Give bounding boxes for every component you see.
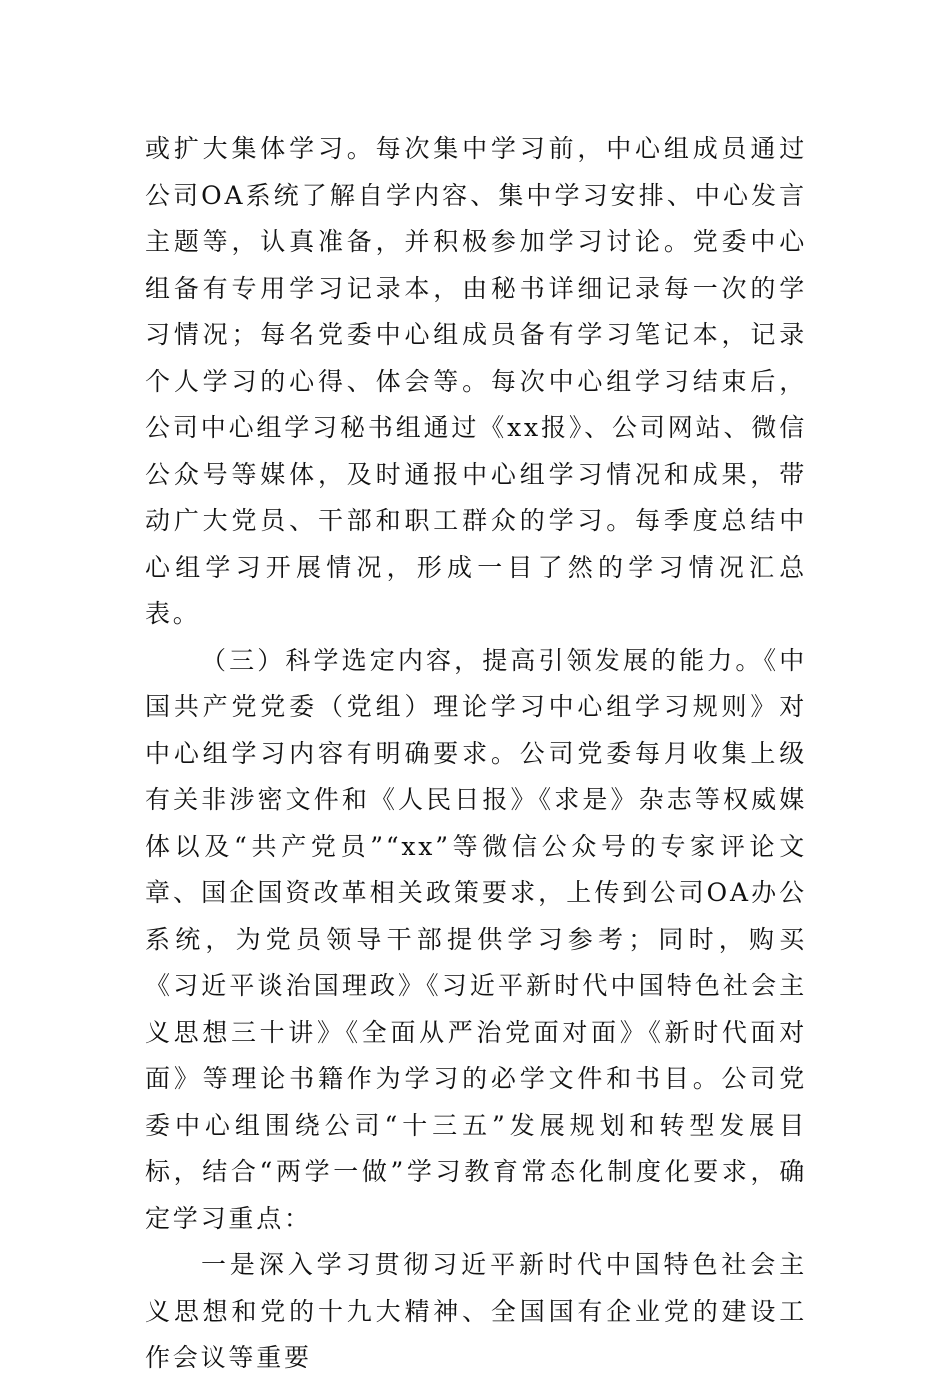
paragraph-first-point: 一是深入学习贯彻习近平新时代中国特色社会主义思想和党的十九大精神、全国国有企业党的建设工作会议等重要 <box>145 1250 807 1372</box>
paragraph-continuation: 或扩大集体学习。每次集中学习前，中心组成员通过公司OA系统了解自学内容、集中学习安排、中心发言主题等，认真准备，并积极参加学习讨论。党委中心组备有专用学习记录本，由秘书详细记录每一次的学习情况；每名党委中心组成员备有学习笔记本，记录个人学习的心得、体会等。每次中心组学习结束后，公司中心组学习秘书组通过《xx报》、公司网站、微信公众号等媒体，及时通报中心组学习情况和成果，带动广大党员、干部和职工群众的学习。每季度总结中心组学习开展情况，形成一目了然的学习情况汇总表。 <box>145 134 807 628</box>
paragraph-section-three: （三）科学选定内容，提高引领发展的能力。《中国共产党党委（党组）理论学习中心组学习规则》对中心组学习内容有明确要求。公司党委每月收集上级有关非涉密文件和《人民日报》《求是》杂志等权威媒体以及“共产党员”“xx”等微信公众号的专家评论文章、国企国资改革相关政策要求，上传到公司OA办公系统，为党员领导干部提供学习参考；同时，购买《习近平谈治国理政》《习近平新时代中国特色社会主义思想三十讲》《全面从严治党面对面》《新时代面对面》等理论书籍作为学习的必学文件和书目。公司党委中心组围绕公司“十三五”发展规划和转型发展目标，结合“两学一做”学习教育常态化制度化要求，确定学习重点： <box>145 645 807 1233</box>
document-body <box>145 126 807 1382</box>
